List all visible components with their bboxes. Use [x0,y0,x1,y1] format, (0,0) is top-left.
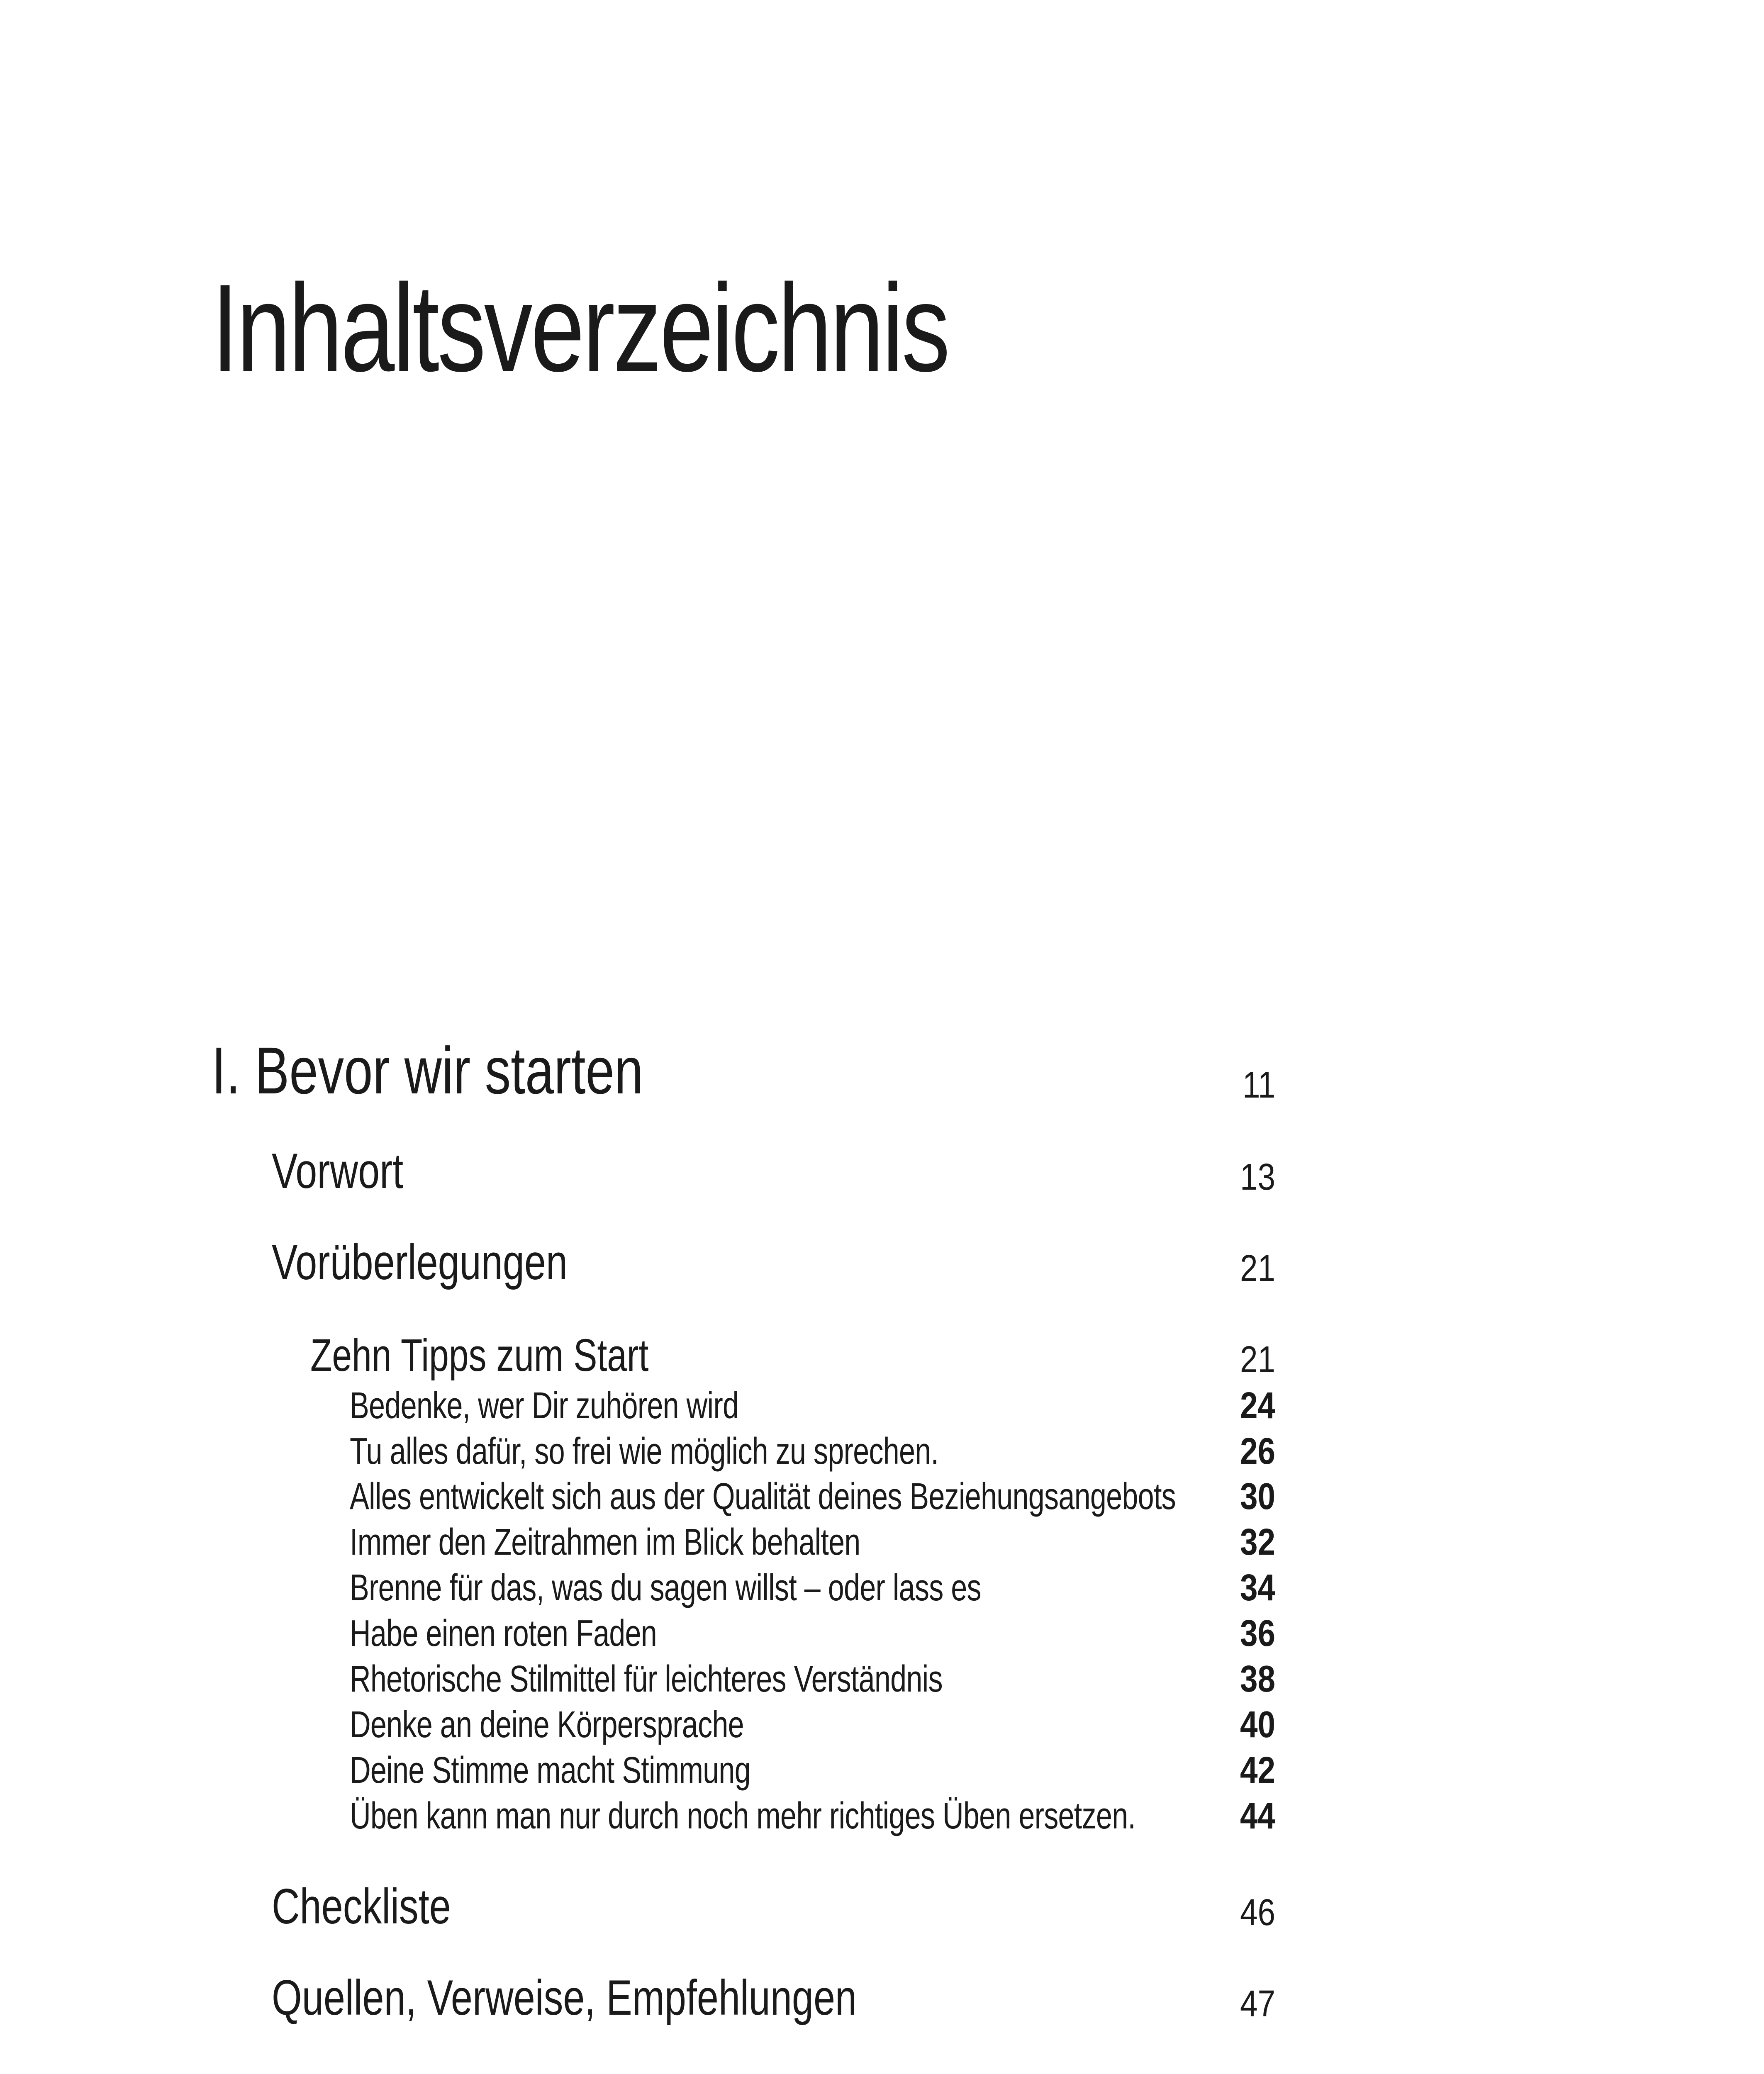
toc-entry-page-number: 30 [1240,1476,1275,1517]
toc-entry-label: Zehn Tipps zum Start [310,1330,649,1381]
toc-entry-page-number: 21 [1240,1248,1275,1289]
toc-entry-page-number: 32 [1240,1521,1275,1563]
toc-entry-label: Vorüberlegungen [272,1234,568,1290]
toc-entry-page-number: 11 [1242,1064,1275,1106]
toc-entry-label: I. Bevor wir starten [212,1033,643,1108]
toc-entry-page-number: 46 [1240,1892,1275,1933]
toc-entry-item[interactable] [0,1658,1764,1700]
toc-entry-label: Rhetorische Stilmittel für leichteres Verständnis [350,1658,943,1700]
toc-entry-page-number: 26 [1240,1431,1275,1472]
toc-entry-item[interactable] [0,1795,1764,1837]
toc-entry-label: Alles entwickelt sich aus der Qualität deines Beziehungsangebots [350,1476,1176,1517]
toc-entry-chapter[interactable] [0,1970,1764,2025]
toc-entry-page-number: 21 [1240,1339,1275,1380]
toc-entry-page-number: 40 [1240,1704,1275,1745]
toc-entry-label: Habe einen roten Faden [350,1613,657,1654]
toc-entry-item[interactable] [0,1521,1764,1563]
toc-entry-page-number: 44 [1240,1795,1275,1837]
toc-entry-label: Üben kann man nur durch noch mehr richtiges Üben ersetzen. [350,1795,1136,1837]
toc-entry-page-number: 13 [1240,1156,1275,1198]
toc-entry-label: Checkliste [272,1879,451,1934]
toc-entry-label: Bedenke, wer Dir zuhören wird [350,1385,739,1426]
toc-entry-chapter[interactable] [0,1143,1764,1199]
toc-entry-page-number: 42 [1240,1750,1275,1791]
toc-entry-page-number: 24 [1240,1385,1275,1426]
toc-entry-label: Denke an deine Körpersprache [350,1704,744,1745]
toc-entry-page-number: 38 [1240,1658,1275,1700]
page-title: Inhaltsverzeichnis [212,258,948,397]
toc-entry-page-number: 47 [1240,1983,1275,2025]
toc-entry-label: Vorwort [272,1143,404,1199]
toc-entry-label: Brenne für das, was du sagen willst – oder lass es [350,1567,981,1609]
toc-entry-label: Tu alles dafür, so frei wie möglich zu sprechen. [350,1431,939,1472]
toc-entry-page-number: 36 [1240,1613,1275,1654]
toc-entry-item[interactable] [0,1567,1764,1609]
toc-entry-page-number: 34 [1240,1567,1275,1609]
toc-entry-label: Deine Stimme macht Stimmung [350,1750,750,1791]
toc-entry-label: Quellen, Verweise, Empfehlungen [272,1970,857,2025]
toc-entry-label: Immer den Zeitrahmen im Blick behalten [350,1521,860,1563]
toc-entry-part[interactable] [0,1033,1764,1108]
